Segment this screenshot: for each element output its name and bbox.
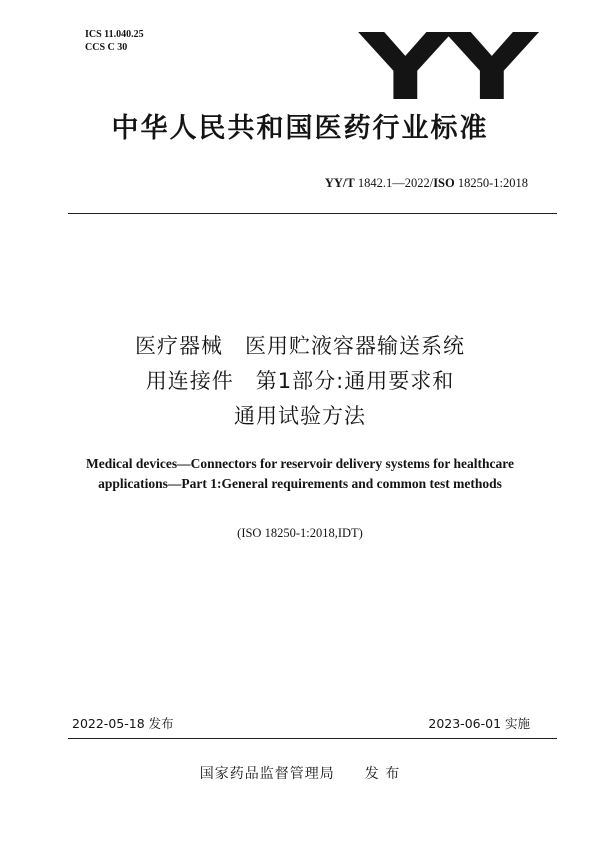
iso-equivalence-reference: (ISO 18250-1:2018,IDT) (237, 526, 363, 540)
bottom-divider (68, 738, 557, 739)
standard-number-prefix: YY/T (324, 176, 355, 190)
standard-number-iso-prefix: ISO (433, 176, 455, 190)
chinese-title-line-2: 用连接件 第1部分:通用要求和 (145, 369, 455, 393)
standard-logo: YY (359, 14, 532, 121)
implementation-date: 2023-06-01 实施 (428, 716, 530, 731)
standard-category-title: 中华人民共和国医药行业标准 (111, 113, 489, 144)
chinese-title-line-3: 通用试验方法 (234, 404, 366, 428)
standard-number-main: 1842.1—2022/ (357, 176, 434, 190)
english-title-line-2: applications—Part 1:General requirements and common test methods (98, 476, 502, 491)
chinese-title-line-1: 医疗器械 医用贮液容器输送系统 (135, 334, 465, 358)
standard-number (325, 175, 528, 191)
issuing-authority: 国家药品监督管理局 发 布 (199, 766, 401, 782)
issue-date: 2022-05-18 发布 (72, 716, 174, 731)
top-divider (68, 213, 557, 214)
ccs-code: CCS C 30 (85, 42, 128, 53)
ics-code: ICS 11.040.25 (85, 29, 144, 40)
standard-number-iso: 18250-1:2018 (457, 176, 528, 190)
english-title-line-1: Medical devices—Connectors for reservoir delivery systems for healthcare (85, 456, 515, 471)
